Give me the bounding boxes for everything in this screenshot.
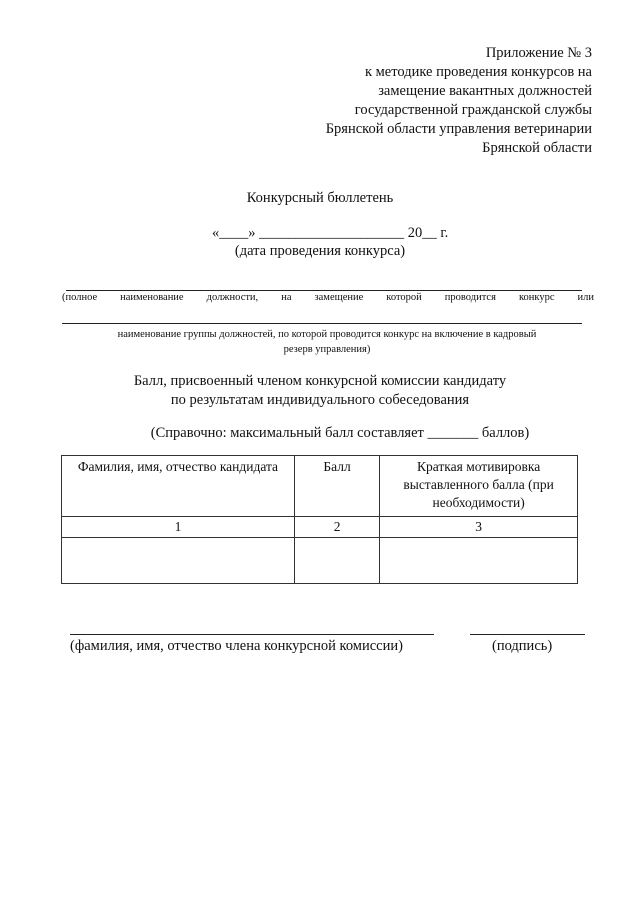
table-header-row — [62, 456, 578, 517]
appendix-line: замещение вакантных должностей — [378, 83, 592, 99]
appendix-line: Приложение № 3 — [485, 45, 592, 61]
score-title: Балл, присвоенный членом конкурсной комиссии кандидату по результатам индивидуального собеседования — [133, 373, 507, 408]
document-title: Конкурсный бюллетень — [246, 190, 394, 206]
group-caption: наименование группы должностей, по которой проводится конкурс на включение в кадровый резерв управления) — [117, 329, 537, 355]
date-fill-line: «____» ____________________ 20__ г. — [212, 225, 449, 241]
appendix-header — [326, 44, 592, 158]
table-row — [62, 538, 578, 584]
scores-table — [61, 455, 578, 584]
reference-note: (Справочно: максимальный балл составляет _______ баллов) — [150, 425, 530, 441]
signature-caption: (подпись) — [492, 638, 553, 654]
date-caption: (дата проведения конкурса) — [234, 243, 406, 259]
header-reason: Краткая мотивировка выставленного балла (при необходимости) — [380, 456, 578, 517]
column-number: 2 — [294, 517, 379, 538]
reason-cell[interactable] — [380, 538, 578, 584]
header-candidate-name: Фамилия, имя, отчество кандидата — [62, 456, 295, 517]
appendix-line: Брянской области управления ветеринарии — [325, 121, 592, 137]
table-number-row — [62, 517, 578, 538]
group-fill-line — [62, 323, 582, 324]
candidate-name-cell[interactable] — [62, 538, 295, 584]
signature-fill-line — [470, 634, 585, 635]
appendix-line: Брянской области — [482, 140, 592, 156]
member-name-fill-line — [70, 634, 434, 635]
member-name-caption: (фамилия, имя, отчество члена конкурсной комиссии) — [70, 638, 403, 654]
header-score: Балл — [294, 456, 379, 517]
appendix-line: государственной гражданской службы — [354, 102, 592, 118]
column-number: 3 — [380, 517, 578, 538]
appendix-line: к методике проведения конкурсов на — [364, 64, 592, 80]
position-caption: (полное наименование должности, на замещение которой проводится конкурс или — [62, 292, 594, 303]
column-number: 1 — [62, 517, 295, 538]
score-cell[interactable] — [294, 538, 379, 584]
position-fill-line — [66, 290, 582, 291]
